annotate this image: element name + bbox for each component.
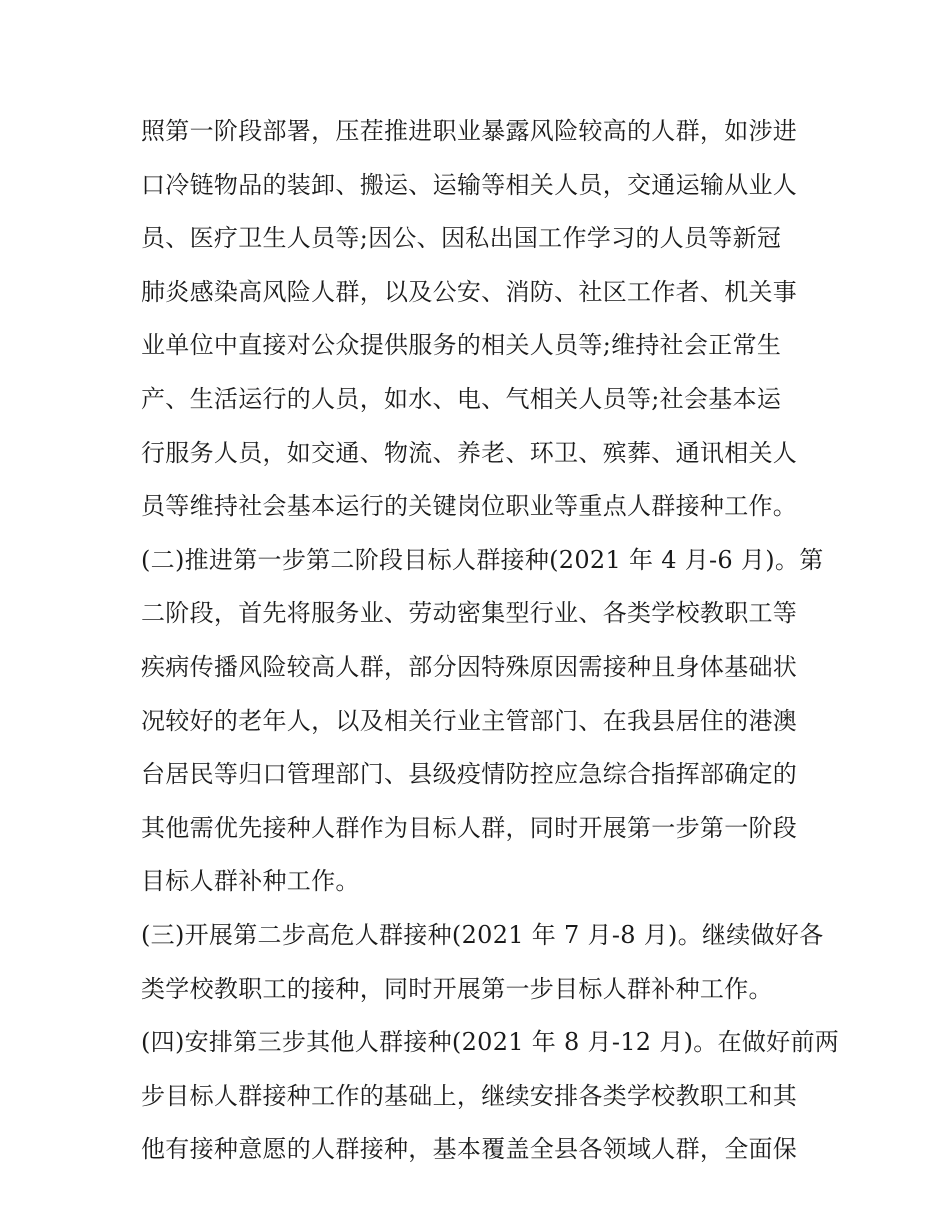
- text-line: 口冷链物品的装卸、搬运、运输等相关人员，交通运输从业人: [141, 170, 798, 199]
- text-line: 二阶段，首先将服务业、劳动密集型行业、各类学校教职工等: [141, 599, 798, 628]
- text-line: 行服务人员，如交通、物流、养老、环卫、殡葬、通讯相关人: [141, 438, 798, 467]
- section-heading-line: (三)开展第二步高危人群接种(2021 年 7 月-8 月)。继续做好各: [141, 920, 824, 949]
- text-line: 业单位中直接对公众提供服务的相关人员等;维持社会正常生: [141, 331, 782, 360]
- section-heading-line: (二)推进第一步第二阶段目标人群接种(2021 年 4 月-6 月)。第: [141, 545, 824, 574]
- text-line: 员、医疗卫生人员等;因公、因私出国工作学习的人员等新冠: [141, 224, 782, 253]
- text-line: 步目标人群接种工作的基础上，继续安排各类学校教职工和其: [141, 1081, 798, 1110]
- text-line: 产、生活运行的人员，如水、电、气相关人员等;社会基本运: [141, 384, 782, 413]
- section-heading-line: (四)安排第三步其他人群接种(2021 年 8 月-12 月)。在做好前两: [141, 1028, 840, 1057]
- text-line: 疾病传播风险较高人群，部分因特殊原因需接种且身体基础状: [141, 652, 798, 681]
- text-line: 台居民等归口管理部门、县级疫情防控应急综合指挥部确定的: [141, 760, 798, 789]
- text-line: 类学校教职工的接种，同时开展第一步目标人群补种工作。: [141, 974, 773, 1003]
- text-line: 他有接种意愿的人群接种，基本覆盖全县各领域人群，全面保: [141, 1135, 798, 1164]
- text-line: 肺炎感染高风险人群，以及公安、消防、社区工作者、机关事: [141, 277, 798, 306]
- document-body: [141, 105, 840, 1177]
- text-line: 照第一阶段部署，压茬推进职业暴露风险较高的人群，如涉进: [141, 117, 798, 145]
- text-line: 目标人群补种工作。: [141, 867, 360, 896]
- text-line: 其他需优先接种人群作为目标人群，同时开展第一步第一阶段: [141, 813, 798, 842]
- text-line: 员等维持社会基本运行的关键岗位职业等重点人群接种工作。: [141, 492, 798, 521]
- text-line: 况较好的老年人，以及相关行业主管部门、在我县居住的港澳: [141, 706, 798, 735]
